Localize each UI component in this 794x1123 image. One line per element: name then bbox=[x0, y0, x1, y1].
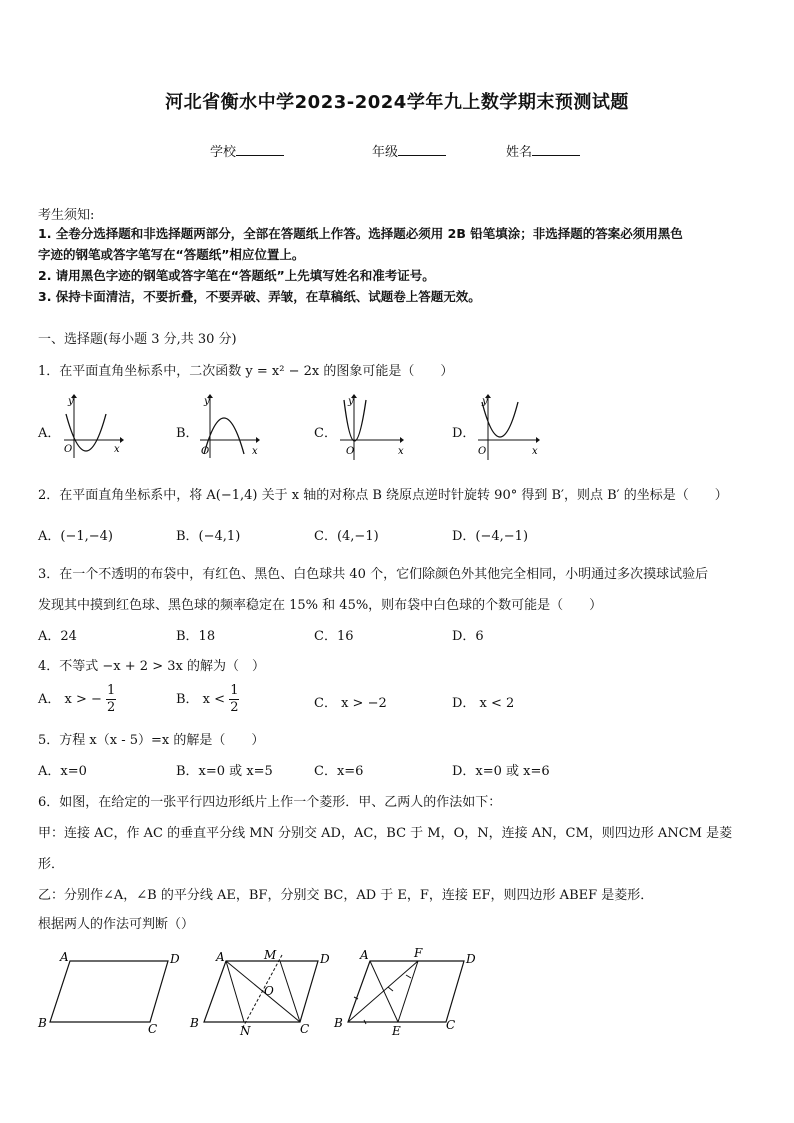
q1-graph-d bbox=[474, 392, 546, 462]
svg-text:B: B bbox=[190, 1016, 199, 1030]
q6-stem: 6．如图，在给定的一张平行四边形纸片上作一个菱形．甲、乙两人的作法如下： bbox=[38, 795, 502, 810]
q5-option-d: D．x=0 或 x=6 bbox=[452, 764, 550, 779]
q2-option-a: A．(−1,−4) bbox=[38, 529, 113, 544]
svg-text:B: B bbox=[38, 1016, 47, 1030]
notice-line1b: 字迹的钢笔或答字笔写在“答题纸”相应位置上。 bbox=[38, 247, 305, 262]
q1-graph-c bbox=[336, 392, 408, 462]
q2-option-d: D．(−4,−1) bbox=[452, 529, 529, 544]
svg-text:A: A bbox=[216, 950, 225, 964]
q1-option-c: C． bbox=[314, 426, 337, 441]
svg-text:x: x bbox=[252, 446, 258, 457]
svg-text:F: F bbox=[414, 946, 423, 960]
svg-text:D: D bbox=[466, 952, 476, 966]
svg-text:y: y bbox=[348, 396, 354, 407]
svg-text:D: D bbox=[170, 952, 180, 966]
q3-option-d: D．6 bbox=[452, 629, 484, 644]
school-field bbox=[210, 141, 284, 160]
svg-text:x: x bbox=[398, 446, 404, 457]
q5-option-a: A．x=0 bbox=[38, 764, 87, 779]
notice-heading: 考生须知: bbox=[38, 208, 95, 223]
svg-text:A: A bbox=[60, 950, 69, 964]
q1-stem: 1．在平面直角坐标系中，二次函数 y = x² − 2x 的图象可能是（ ） bbox=[38, 364, 454, 379]
grade-blank bbox=[398, 143, 446, 156]
axis-x-label: x bbox=[114, 444, 120, 455]
q4-option-b bbox=[176, 683, 239, 716]
q5-stem: 5．方程 x（x - 5）=x 的解是（ ） bbox=[38, 733, 265, 748]
school-label: 学校 bbox=[210, 145, 237, 160]
q1-option-d: D． bbox=[452, 426, 476, 441]
q6-jia-line2: 形． bbox=[38, 857, 65, 872]
page-title: 河北省衡水中学2023-2024学年九上数学期末预测试题 bbox=[165, 92, 629, 113]
svg-text:O: O bbox=[346, 446, 355, 457]
q4-stem: 4．不等式 −x + 2 > 3x 的解为（ ） bbox=[38, 659, 265, 674]
q4-option-d: D． x < 2 bbox=[452, 696, 515, 711]
svg-text:D: D bbox=[320, 952, 330, 966]
svg-text:y: y bbox=[204, 396, 210, 407]
notice-line1: 1. 全卷分选择题和非选择题两部分，全部在答题纸上作答。选择题必须用 2B 铅笔填涂；非选择题的答案必须用黑色 bbox=[38, 226, 683, 241]
q2-option-c: C．(4,−1) bbox=[314, 529, 379, 544]
svg-text:O: O bbox=[201, 446, 210, 457]
q2-option-b: B．(−4,1) bbox=[176, 529, 241, 544]
q3-option-b: B．18 bbox=[176, 629, 216, 644]
svg-text:A: A bbox=[360, 948, 369, 962]
svg-text:C: C bbox=[446, 1018, 456, 1032]
svg-text:O: O bbox=[478, 446, 487, 457]
name-blank bbox=[532, 143, 580, 156]
grade-field bbox=[372, 141, 446, 160]
school-blank bbox=[236, 143, 284, 156]
q1-option-b: B． bbox=[176, 426, 199, 441]
q3-option-a: A．24 bbox=[38, 629, 77, 644]
svg-text:O: O bbox=[264, 984, 274, 998]
section-heading: 一、选择题(每小题 3 分,共 30 分) bbox=[38, 332, 237, 347]
q6-judge: 根据两人的作法可判断（） bbox=[38, 917, 195, 932]
svg-text:N: N bbox=[240, 1024, 251, 1038]
fraction-half: $\frac{1}{2}$ bbox=[107, 683, 116, 715]
svg-text:x: x bbox=[532, 446, 538, 457]
q1-option-a: A． bbox=[38, 426, 61, 441]
svg-text:E: E bbox=[392, 1024, 401, 1038]
q3-stem-line2: 发现其中摸到红色球、黑色球的频率稳定在 15% 和 45%，则布袋中白色球的个数可能是（ ） bbox=[38, 598, 603, 613]
svg-text:y: y bbox=[482, 396, 488, 407]
svg-text:M: M bbox=[264, 948, 277, 962]
q1-graph-a bbox=[60, 392, 125, 462]
q2-stem: 2．在平面直角坐标系中，将 A(−1,4) 关于 x 轴的对称点 B 绕原点逆时针旋转 90° 得到 B′，则点 B′ 的坐标是（ ） bbox=[38, 488, 728, 503]
q1-graph-b bbox=[198, 392, 263, 462]
origin-label: O bbox=[64, 444, 73, 455]
q3-stem-line1: 3．在一个不透明的布袋中，有红色、黑色、白色球共 40 个，它们除颜色外其他完全相同，小明通过多次摸球试验后 bbox=[38, 567, 709, 582]
notice-line2: 2. 请用黑色字迹的钢笔或答字笔在“答题纸”上先填写姓名和准考证号。 bbox=[38, 268, 435, 283]
name-label: 姓名 bbox=[506, 145, 533, 160]
q4-option-a-text: A． x > − bbox=[38, 692, 102, 707]
q3-option-c: C．16 bbox=[314, 629, 354, 644]
q6-yi: 乙：分别作∠A，∠B 的平分线 AE，BF，分别交 BC，AD 于 E，F，连接 EF，则四边形 ABEF 是菱形． bbox=[38, 888, 654, 903]
yi-construction-figure bbox=[330, 945, 490, 1040]
notice-line3: 3. 保持卡面清洁，不要折叠，不要弄破、弄皱，在草稿纸、试题卷上答题无效。 bbox=[38, 289, 481, 304]
svg-text:C: C bbox=[148, 1022, 158, 1036]
svg-text:B: B bbox=[334, 1016, 343, 1030]
parallelogram-figure bbox=[34, 945, 194, 1040]
q4-option-b-text: B． x < bbox=[176, 692, 226, 707]
q4-option-c: C． x > −2 bbox=[314, 696, 387, 711]
grade-label: 年级 bbox=[372, 145, 399, 160]
name-field bbox=[506, 141, 580, 160]
q5-option-b: B．x=0 或 x=5 bbox=[176, 764, 273, 779]
svg-text:C: C bbox=[300, 1022, 310, 1036]
q5-option-c: C．x=6 bbox=[314, 764, 364, 779]
axis-y-label: y bbox=[68, 396, 74, 407]
jia-construction-figure bbox=[184, 945, 344, 1040]
q4-option-a bbox=[38, 683, 116, 716]
fraction-half: $\frac{1}{2}$ bbox=[230, 683, 239, 715]
q6-jia-line1: 甲：连接 AC，作 AC 的垂直平分线 MN 分别交 AD，AC，BC 于 M，O，N，连接 AN，CM，则四边形 ANCM 是菱 bbox=[38, 826, 733, 841]
